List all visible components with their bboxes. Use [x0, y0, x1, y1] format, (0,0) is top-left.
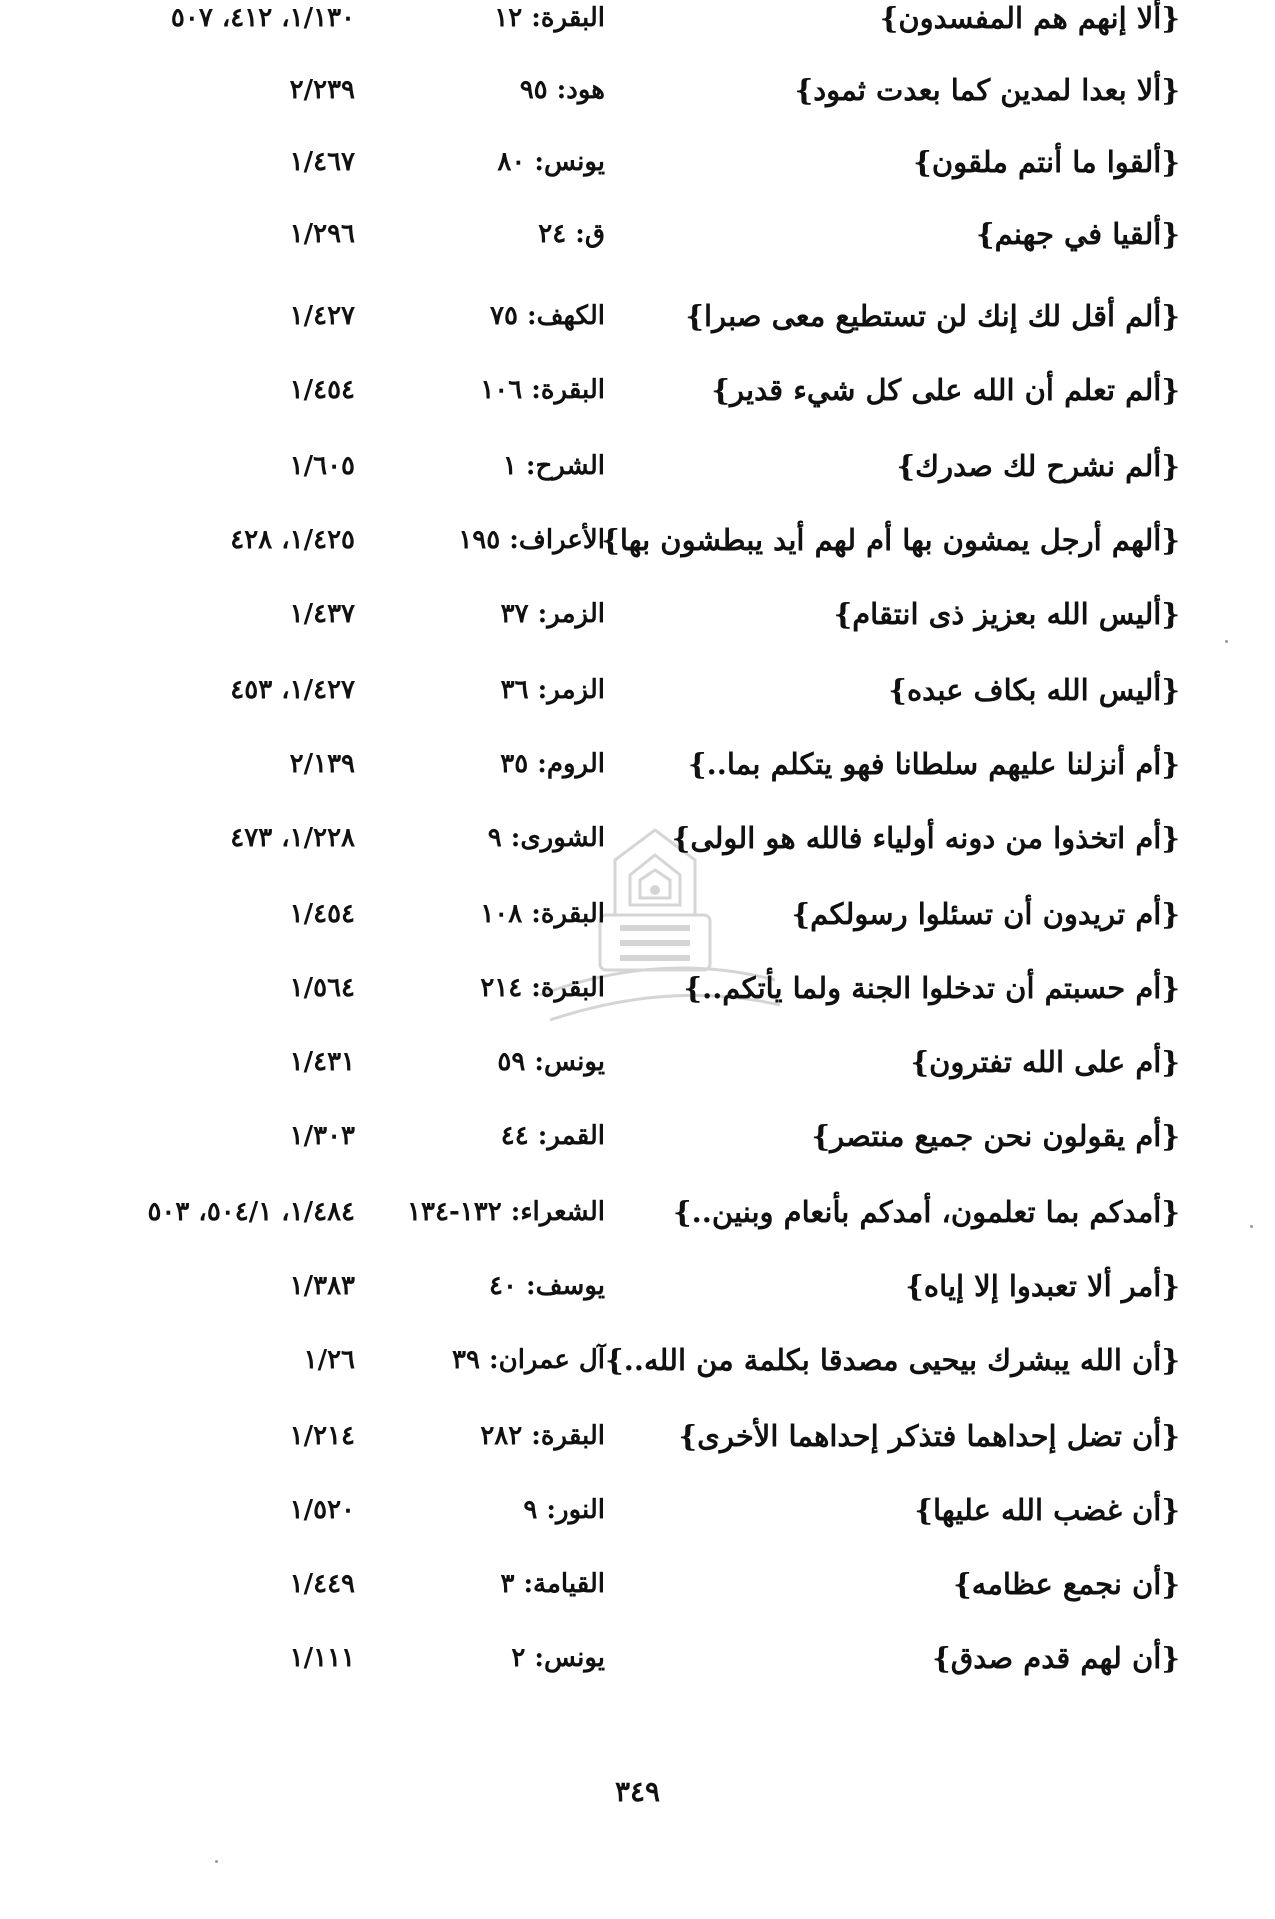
page-reference: ١/٤٥٤: [289, 375, 355, 405]
verse-text: {ألم أقل لك إنك لن تستطيع معى صبرا}: [685, 299, 1180, 333]
page-reference: ١/٢٢٨، ٤٧٣: [230, 823, 355, 853]
page-reference: ٢/١٣٩: [289, 749, 355, 779]
index-row: [0, 1480, 1275, 1540]
verse-text: {أم يقولون نحن جميع منتصر}: [811, 1119, 1180, 1153]
surah-reference: القيامة: ٣: [500, 1569, 605, 1599]
surah-reference: البقرة: ٢٨٢: [480, 1421, 605, 1451]
index-row: [0, 1032, 1275, 1092]
verse-text: {أن تضل إحداهما فتذكر إحداهما الأخرى}: [678, 1419, 1180, 1453]
index-row: [0, 734, 1275, 794]
scan-speck: [1225, 640, 1228, 643]
verse-text: {أم تريدون أن تسئلوا رسولكم}: [791, 897, 1180, 931]
surah-reference: يونس: ٨٠: [497, 147, 605, 177]
index-row: [0, 1256, 1275, 1316]
surah-reference: الأعراف: ١٩٥: [458, 525, 605, 555]
index-row: [0, 360, 1275, 420]
verse-text: {أمر ألا تعبدوا إلا إياه}: [905, 1269, 1180, 1303]
page-reference: ١/٣٨٣: [289, 1271, 355, 1301]
surah-reference: القمر: ٤٤: [500, 1121, 605, 1151]
surah-reference: الكهف: ٧٥: [490, 301, 605, 331]
page-reference: ١/٤٢٥، ٤٢٨: [230, 525, 355, 555]
page-reference: ١/١٣٠، ٤١٢، ٥٠٧: [170, 3, 355, 33]
surah-reference: البقرة: ٢١٤: [480, 973, 605, 1003]
index-row: [0, 1554, 1275, 1614]
verse-text: {ألا إنهم هم المفسدون}: [879, 1, 1180, 35]
index-row: [0, 1106, 1275, 1166]
page-reference: ١/٢٩٦: [289, 219, 355, 249]
verse-text: {ألا بعدا لمدين كما بعدت ثمود}: [794, 73, 1180, 107]
index-row: [0, 808, 1275, 868]
surah-reference: الشرح: ١: [502, 451, 605, 481]
surah-reference: ق: ٢٤: [538, 219, 605, 249]
page-reference: ١/٤٥٤: [289, 899, 355, 929]
page-reference: ١/٥٦٤: [289, 973, 355, 1003]
index-row: [0, 584, 1275, 644]
surah-reference: يونس: ٥٩: [497, 1047, 605, 1077]
verse-text: {ألهم أرجل يمشون بها أم لهم أيد يبطشون بها}: [601, 523, 1180, 557]
page-reference: ١/٦٠٥: [289, 451, 355, 481]
page-reference: ١/٣٠٣: [289, 1121, 355, 1151]
surah-reference: الشورى: ٩: [487, 823, 605, 853]
index-row: [0, 204, 1275, 264]
surah-reference: البقرة: ١٢: [494, 3, 605, 33]
page-number: ٣٤٩: [614, 1775, 661, 1808]
page-reference: ١/٢١٤: [289, 1421, 355, 1451]
index-row: [0, 510, 1275, 570]
page-reference: ١/٤٨٤، ٥٠٤/١، ٥٠٣: [147, 1197, 355, 1227]
index-row: [0, 1182, 1275, 1242]
surah-reference: الزمر: ٣٧: [500, 599, 605, 629]
verse-text: {أن غضب الله عليها}: [914, 1493, 1180, 1527]
index-row: [0, 1406, 1275, 1466]
verse-text: {أن لهم قدم صدق}: [932, 1641, 1180, 1675]
page-reference: ١/٤٣١: [289, 1047, 355, 1077]
index-row: [0, 60, 1275, 120]
index-row: [0, 0, 1275, 48]
surah-reference: آل عمران: ٣٩: [452, 1345, 605, 1375]
verse-text: {أليس الله بعزيز ذى انتقام}: [833, 597, 1180, 631]
index-row: [0, 286, 1275, 346]
verse-text: {أم على الله تفترون}: [910, 1045, 1180, 1079]
verse-text: {ألقيا في جهنم}: [975, 217, 1180, 251]
verse-text: {أم حسبتم أن تدخلوا الجنة ولما يأتكم..}: [683, 971, 1180, 1005]
surah-reference: البقرة: ١٠٦: [480, 375, 605, 405]
verse-text: {أم اتخذوا من دونه أولياء فالله هو الولى}: [671, 821, 1180, 855]
index-row: [0, 884, 1275, 944]
scan-speck: [1250, 1225, 1253, 1228]
verse-text: {أليس الله بكاف عبده}: [888, 673, 1180, 707]
index-row: [0, 660, 1275, 720]
index-row: [0, 958, 1275, 1018]
verse-text: {ألم تعلم أن الله على كل شيء قدير}: [711, 373, 1180, 407]
index-row: [0, 132, 1275, 192]
verse-text: {أن الله يبشرك بيحيى مصدقا بكلمة من الله..}: [605, 1343, 1180, 1377]
verse-text: {أمدكم بما تعلمون، أمدكم بأنعام وبنين..}: [673, 1195, 1180, 1229]
page-reference: ١/٤٤٩: [289, 1569, 355, 1599]
surah-reference: يوسف: ٤٠: [489, 1271, 605, 1301]
verse-text: {أم أنزلنا عليهم سلطانا فهو يتكلم بما..}: [687, 747, 1180, 781]
page-reference: ١/٤٣٧: [289, 599, 355, 629]
index-row: [0, 1330, 1275, 1390]
page-reference: ١/٥٢٠: [289, 1495, 355, 1525]
page-reference: ١/٢٦: [303, 1345, 355, 1375]
index-row: [0, 1628, 1275, 1688]
surah-reference: الروم: ٣٥: [500, 749, 605, 779]
verse-text: {ألقوا ما أنتم ملقون}: [913, 145, 1180, 179]
page-reference: ١/٤٦٧: [289, 147, 355, 177]
page-reference: ١/٤٢٧، ٤٥٣: [230, 675, 355, 705]
page-reference: ١/٤٢٧: [289, 301, 355, 331]
verse-text: {أن نجمع عظامه}: [953, 1567, 1180, 1601]
surah-reference: النور: ٩: [523, 1495, 605, 1525]
surah-reference: يونس: ٢: [511, 1643, 605, 1673]
surah-reference: الشعراء: ١٣٢-١٣٤: [407, 1197, 605, 1227]
surah-reference: هود: ٩٥: [519, 75, 605, 105]
page-reference: ٢/٢٣٩: [289, 75, 355, 105]
index-row: [0, 436, 1275, 496]
page-reference: ١/١١١: [289, 1643, 355, 1673]
verse-text: {ألم نشرح لك صدرك}: [896, 449, 1180, 483]
surah-reference: البقرة: ١٠٨: [480, 899, 605, 929]
scan-speck: [215, 1860, 218, 1863]
surah-reference: الزمر: ٣٦: [500, 675, 605, 705]
